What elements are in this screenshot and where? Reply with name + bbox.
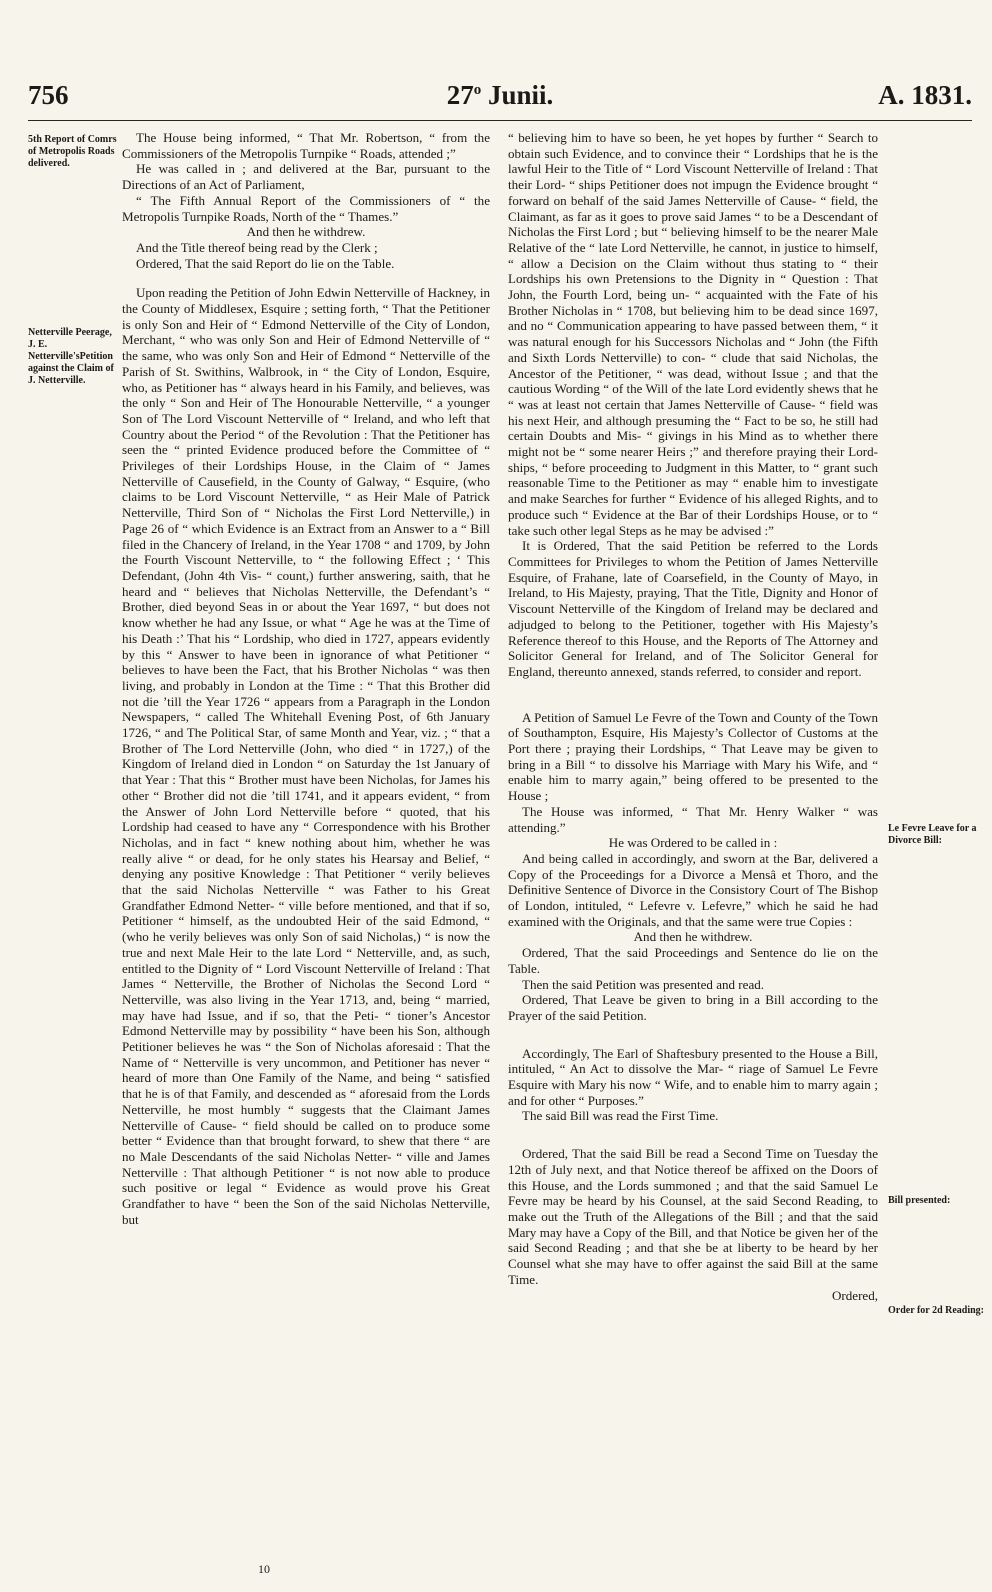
paragraph: Ordered, That the said Proceedings and Sentence do lie on the Table. (508, 945, 878, 976)
paragraph: He was Ordered to be called in : (608, 835, 778, 851)
paragraph: And then he withdrew. (246, 224, 366, 240)
date-degree: o (473, 82, 482, 98)
margin-note-divorce: Le Fevre Leave for a Divorce Bill: (888, 823, 977, 846)
paragraph: “ The Fifth Annual Report of the Commissioners of “ the Metropolis Turnpike Roads, North of the “ Thames.” (122, 192, 490, 224)
right-column (508, 130, 878, 1303)
paragraph: He was called in ; and delivered at the Bar, pursuant to the Directions of an Act of Parliament, (122, 161, 490, 193)
date-month: Junii. (487, 80, 554, 110)
paragraph: Ordered, That the said Bill be read a Second Time on Tuesday the 12th of July next, and that Notice thereof be affixed on the Doors of this House, and the Lords summoned ; and that the said Samuel Le Fevre may be heard by his Counsel, at the said Second Reading, to make out the Truth of the Allegations of the Bill ; and that the said Mary may have a Copy of the Bill, and that Notice be given her of the said Second Reading ; and that she be at liberty to be heard by her Counsel what she may have to offer against the said Bill at the same Time. (508, 1146, 878, 1287)
paragraph: It is Ordered, That the said Petition be referred to the Lords Committees for Privileges to whom the Petition of James Netterville Esquire, of Frahane, late of Coarsefield, in the County of Mayo, in Ireland, to His Majesty, praying, That the Title, Dignity and Honor of Viscount Netterville of the Kingdom of Ireland may be declared and adjudged to belong to the Petitioner, together with His Majesty’s Reference thereof to this House, and the Reports of The Attorney and Solicitor General for Ireland, and of The Solicitor General for England, thereunto annexed, stands referred, to consider and report. (508, 538, 878, 679)
margin-note-roads: 5th Report of Comrs of Metropolis Roads delivered. (28, 134, 117, 169)
paragraph: The House being informed, “ That Mr. Robertson, “ from the Commissioners of the Metropolis Turnpike “ Roads, attended ;” (122, 130, 490, 161)
paragraph: “ believing him to have so been, he yet hopes by further “ Search to obtain such Evidence, and to convince their “ Lordships that he is the lawful Heir to the Title of “ Lord Viscount Netterville of Ireland : That their Lord- “ ships Petitioner does not impugn the Evidence brought “ forward on behalf of the said James Netterville of Cause- “ field, the Claimant, as far as it goes to prove said James “ to be a Descendant of Nicholas the First Lord ; but “ believing himself to be the nearer Male Relative of the “ late Lord Netterville, he cannot, in justice to himself, “ allow a Decision on the Claim without thus stating to “ their Lordships his own Pretensions to the Dignity in “ Question : That John, the Fourth Lord, being un- “ acquainted with the Fate of his Brother Nicholas in “ 1708, but believing him to be dead since 1697, and no “ Communication appearing to have passed between them, “ it was natural enough for his Successors Nicholas and “ John (the Fifth and Sixth Lords Netterville) to con- “ clude that said Nicholas, the Ancestor of the Petitioner, “ was dead, without Issue ; and that the cautious Wording “ of the Will of the late Lord evidently shews that he “ was at least not certain that James Netterville of Cause- “ field was his next Heir, and although presuming the “ Fact to be so, he still had certain Doubts and Mis- “ givings in his Mind as to whether there might not be “ some nearer Heirs ;” and therefore praying their Lord- ships, “ before proceeding to Judgment in this Matter, to “ grant such reasonable Time to the Petitioner as may “ enable him to investigate and make Searches for further “ Evidence of his alleged Rights, and to produce such “ Evidence at the Bar of their Lordships House, or to “ take such other legal Steps as he may be advised :” (508, 130, 878, 538)
date-day: 27 (446, 80, 474, 110)
header-rule (28, 120, 972, 121)
paragraph: Then the said Petition was presented and read. (522, 976, 765, 992)
paragraph: Upon reading the Petition of John Edwin Netterville of Hackney, in the County of Middlesex, Esquire ; setting forth, “ That the Petitioner is only Son and Heir of “ Edmond Netterville of the City of London, Merchant, “ who was only Son and Heir of Edmond Netterville of “ the same, who was only Son and Heir of Edmond “ Netterville of the Parish of St. Swithins, Walbrook, in “ the City of London, Esquire, who, as Petitioner has “ always heard in his Family, and believes, was the only “ Son and Heir of The Honourable Netterville, “ a younger Son of The Lord Viscount Netterville of “ Ireland, and who left that Country about the Period “ of the Revolution : That the Petitioner has seen the “ printed Evidence produced before the Committee of “ Privileges of their Lordships House, in the Claim of “ James Netterville of Causefield, in the County of Galway, “ Esquire, (who claims to be Lord Viscount Netterville, “ as Heir Male of Patrick Netterville, Third Son of “ Nicholas the First Lord Netterville,) in Page 26 of “ which Evidence is an Extract from an Answer to a “ Bill filed in the Chancery of Ireland, in the Year 1708 “ and 1709, by John the Fourth Viscount Netterville, to “ the following Effect ; ‘ This Defendant, (John 4th Vis- “ count,) further answering, saith, that he heard and “ believes that Nicholas Netterville, the Defendant’s “ Brother, died beyond Seas in or about the Year 1697, “ but does not know whether he had any Issue, or what “ Age he was at the Time of his Death :’ That his “ Lordship, who died in 1727, appears evidently by this “ Answer to have been in ignorance of what Petitioner “ believes to have been the Fact, that his Brother Nicholas “ was then living, and probably in London at the Time : “ That this Brother did not die ’till the Year 1726 “ appears from a Paragraph in the London Newspapers, “ called The Whitehall Evening Post, of 6th January 1726, “ and The Political Star, of same Month and Year, viz. ; “ that a Brother of The Lord Netterville (John, who died “ in 1727,) of the Kingdom of Ireland died in London “ on Saturday the 1st January of that Year : That this “ Brother must have been Nicholas, for James his other “ Brother did not die ’till 1741, and it appears evident, “ from the Answer of John Lord Netterville before “ quoted, that his Lordship had ceased to have any “ Correspondence with his Brother Nicholas, and in fact “ knew nothing about him, whether he was really alive “ or dead, for he only states his Hearsay and Belief, “ denying any positive Knowledge : That Petitioner “ verily believes that the said Nicholas Netterville “ was Father to his Great Grandfather Edmond Netter- “ ville before mentioned, and that if so, Petitioner “ himself, as the undoubted Heir of the said Edmond, “ (who he verily believes was only Son of said Nicholas,) “ is now the true and next Male Heir to the late Lord “ Netterville, and, as such, entitled to the Dignity of “ Lord Viscount Netterville of Ireland : That James “ Netterville, the Brother of Nicholas the Second Lord “ Netterville, was also living in the Year 1713, and, being “ married, may have had Issue, and if so, that the Peti- “ tioner’s Ancestor Edmond Netterville may by possibility “ have been his Son, although Petitioner believes he was “ the Son of Nicholas aforesaid : That the Name of “ Netterville is very uncommon, and Petitioner has never “ heard of more than One Family of the Name, and being “ satisfied that he is of that Family, and descended as “ aforesaid from the Lords Netterville, he most humbly “ suggests that the Claimant James Netterville of Cause- “ field should be called on to produce some better “ Evidence than that brought forward, to shew that there “ are no Male Descendants of the said Nicholas Netter- “ ville and James Netterville : That although Petitioner “ is not now able to produce such positive or legal “ Evidence as would prove his Great Grandfather to have “ been the Son of the said Nicholas Netterville, but (122, 285, 490, 1227)
page-number: 756 (28, 80, 69, 110)
page-year: A. 1831. (878, 80, 972, 110)
margin-note-order: Order for 2d Reading: (888, 1305, 985, 1316)
paragraph: The said Bill was read the First Time. (522, 1108, 719, 1124)
paragraph: And the Title thereof being read by the Clerk ; (136, 239, 378, 255)
paragraph: Ordered, That Leave be given to bring in a Bill according to the Prayer of the said Petition. (508, 992, 878, 1023)
catchword: Ordered, (831, 1287, 878, 1303)
paragraph: Ordered, That the said Report do lie on the Table. (136, 255, 395, 271)
paragraph: The House was informed, “ That Mr. Henry Walker “ was attending.” (508, 803, 878, 835)
paragraph: And then he withdrew. (633, 929, 753, 945)
paragraph: Accordingly, The Earl of Shaftesbury presented to the House a Bill, intituled, “ An Act to dissolve the Mar- “ riage of Samuel Le Fevre Esquire with Mary his now “ Wife, and to enable him to marry again ; and for other “ Purposes.” (508, 1045, 878, 1108)
left-column (122, 130, 490, 1228)
paragraph: And being called in accordingly, and sworn at the Bar, delivered a Copy of the Proceedings for a Divorce a Mensâ et Thoro, and the Definitive Sentence of Divorce in the Consistory Court of The Bishop of London, intituled, “ Lefevre v. Lefevre,” which he said he had examined with the Originals, and that the same were true Copies : (508, 850, 878, 929)
page-date (28, 80, 972, 111)
signature-mark: 10 (258, 1562, 270, 1576)
margin-note-bill: Bill presented: (888, 1195, 951, 1206)
page-header (28, 80, 972, 116)
paragraph: A Petition of Samuel Le Fevre of the Town and County of the Town of Southampton, Esquire, His Majesty’s Collector of Customs at the Port there ; praying their Lordships, “ That Leave may be given to bring in a Bill “ to dissolve his Marriage with Mary his Wife, and “ enable him to marry again,” being offered to be presented to the House ; (508, 709, 878, 804)
margin-note-netterville: Netterville Peerage, J. E. Netterville'sPetition against the Claim of J. Netterville. (28, 327, 114, 386)
